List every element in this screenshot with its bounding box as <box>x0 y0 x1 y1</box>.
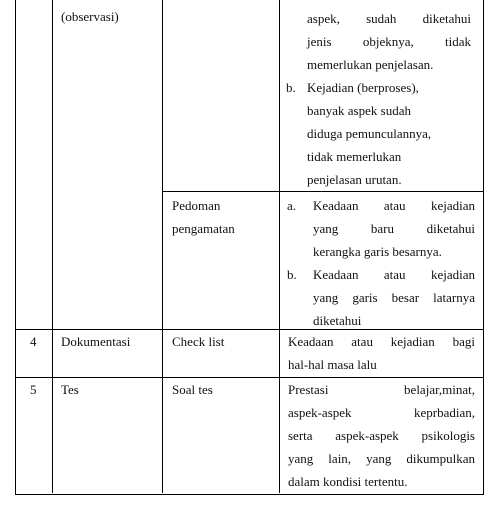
content-line: aspek, sudah diketahui <box>307 11 471 26</box>
content-line: Keadaan atau kejadian bagi <box>288 334 475 349</box>
row-divider-sub <box>163 191 483 192</box>
instrument-cell: pengamatan <box>172 221 235 236</box>
content-line: memerlukan penjelasan. <box>307 57 434 72</box>
content-line: Prestasi belajar,minat, <box>288 382 475 397</box>
col-divider-1 <box>52 0 53 493</box>
content-line: diduga pemunculannya, <box>307 126 432 141</box>
content-line: dalam kondisi tertentu. <box>288 474 408 489</box>
col-divider-2 <box>162 0 163 493</box>
list-marker: b. <box>287 267 297 282</box>
method-cell: Dokumentasi <box>61 334 131 349</box>
row-number: 4 <box>30 334 37 349</box>
content-line: aspek-aspek keprbadian, <box>288 405 475 420</box>
content-line: banyak aspek sudah <box>307 103 411 118</box>
content-line: hal-hal masa lalu <box>288 357 377 372</box>
content-line: penjelasan urutan. <box>307 172 402 187</box>
methods-table <box>15 0 484 495</box>
content-line: kerangka garis besarnya. <box>313 244 442 259</box>
content-line: Kejadian (berproses), <box>307 80 419 95</box>
content-line: Keadaan atau kejadian <box>313 198 475 213</box>
content-line: yang garis besar latarnya <box>313 290 475 305</box>
instrument-cell: Pedoman <box>172 198 221 213</box>
instrument-cell: Soal tes <box>172 382 213 397</box>
content-line: tidak memerlukan <box>307 149 402 164</box>
list-marker: b. <box>286 80 296 95</box>
content-line: jenis objeknya, tidak <box>307 34 471 49</box>
method-cell: (observasi) <box>61 9 119 24</box>
content-line: yang baru diketahui <box>313 221 475 236</box>
instrument-cell: Check list <box>172 334 225 349</box>
method-cell: Tes <box>61 382 79 397</box>
content-line: yang lain, yang dikumpulkan <box>288 451 475 466</box>
content-line: serta aspek-aspek psikologis <box>288 428 475 443</box>
content-line: diketahui <box>313 313 362 328</box>
content-line: Keadaan atau kejadian <box>313 267 475 282</box>
list-marker: a. <box>287 198 297 213</box>
col-divider-3 <box>279 0 280 493</box>
row-number: 5 <box>30 382 37 397</box>
